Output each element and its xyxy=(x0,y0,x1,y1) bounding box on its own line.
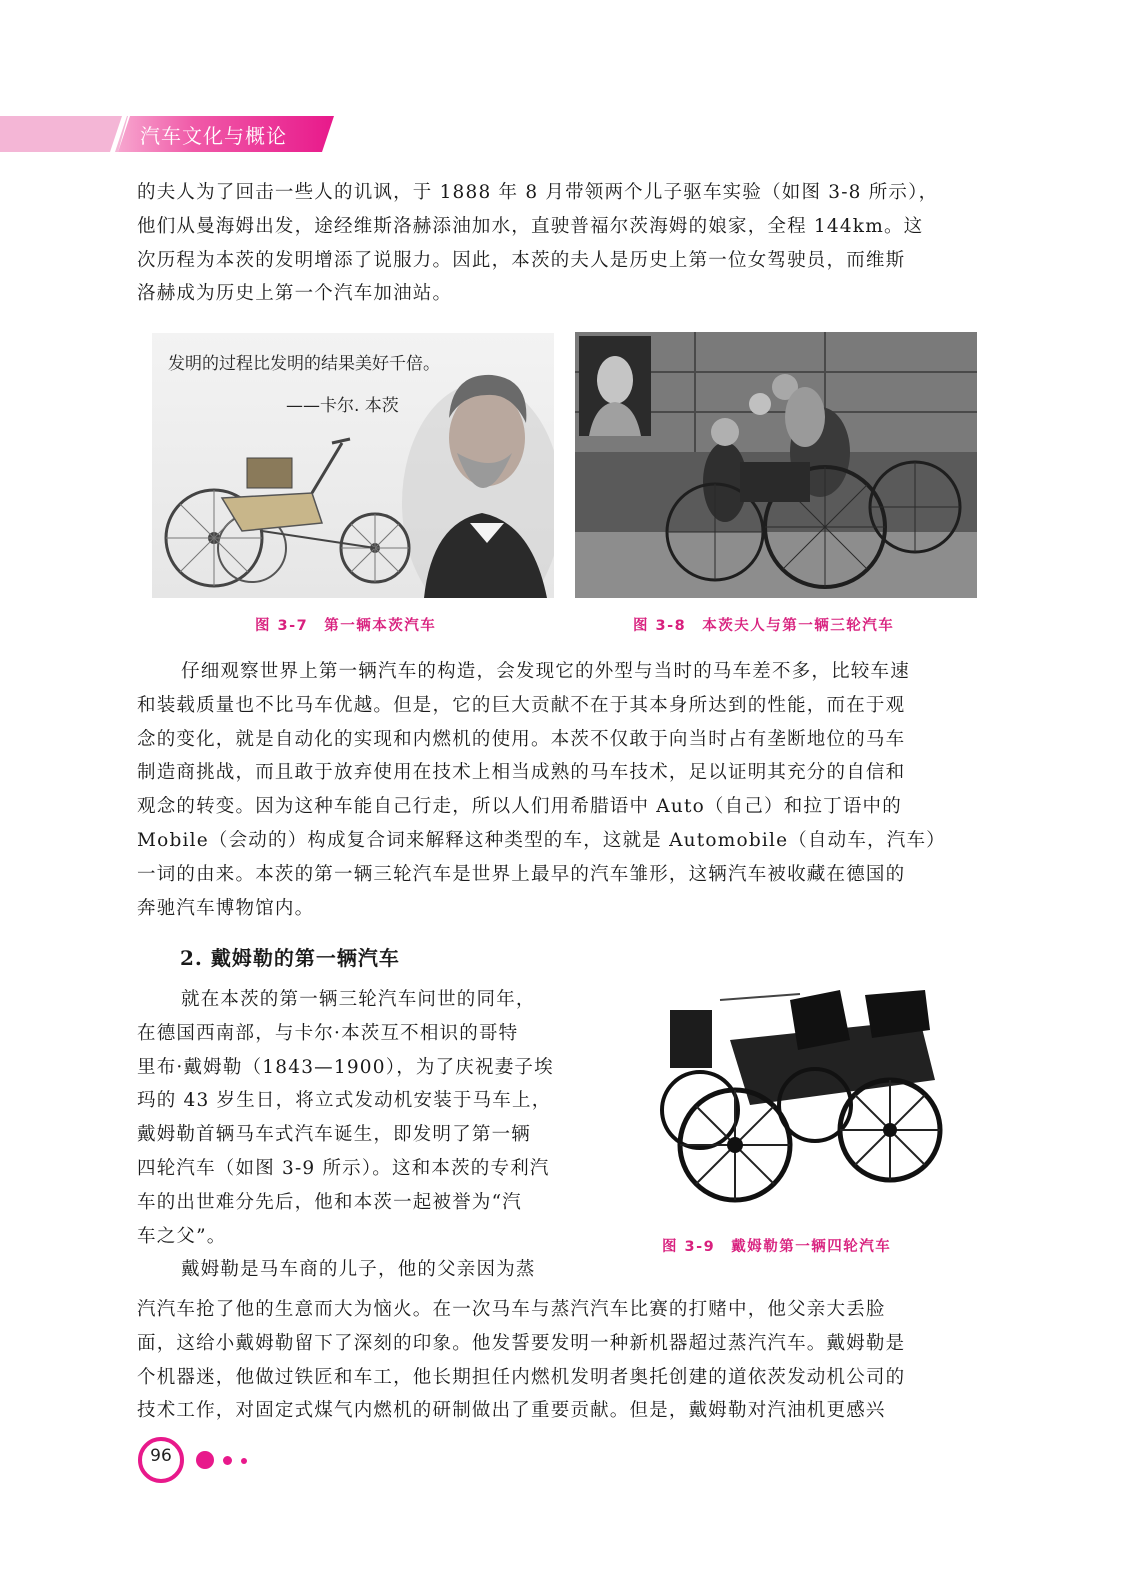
paragraph-line: 他们从曼海姆出发，途经维斯洛赫添油加水，直驶普福尔茨海姆的娘家，全程 144km。这 xyxy=(137,215,924,237)
paragraph-line: 就在本茨的第一辆三轮汽车问世的同年， xyxy=(181,989,536,1010)
figure-quote-attribution: ——卡尔. 本茨 xyxy=(286,396,399,416)
paragraph-line: 玛的 43 岁生日，将立式发动机安装于马车上， xyxy=(137,1090,552,1112)
paragraph-line: 技术工作，对固定式煤气内燃机的研制做出了重要贡献。但是，戴姆勒对汽油机更感兴 xyxy=(137,1400,886,1422)
header-banner xyxy=(0,116,340,152)
benz-wife-photo xyxy=(575,332,977,598)
paragraph-line: 观念的转变。因为这种车能自己行走，所以人们用希腊语中 Auto（自己）和拉丁语中的 xyxy=(137,796,902,818)
paragraph-line: 制造商挑战，而且敢于放弃使用在技术上相当成熟的马车技术，足以证明其充分的自信和 xyxy=(137,762,906,784)
paragraph-line: 车之父”。 xyxy=(137,1225,227,1247)
benz-car-illustration xyxy=(152,333,554,598)
paragraph-line: 仔细观察世界上第一辆汽车的构造，会发现它的外型与当时的马车差不多，比较车速 xyxy=(181,661,910,682)
paragraph-line: 四轮汽车（如图 3-9 所示）。这和本茨的专利汽 xyxy=(137,1157,550,1179)
section-heading: 2. 戴姆勒的第一辆汽车 xyxy=(180,946,400,970)
paragraph-4 xyxy=(137,1293,993,1428)
paragraph-line: 里布·戴姆勒（1843—1900），为了庆祝妻子埃 xyxy=(137,1056,554,1078)
paragraph-line: 的夫人为了回击一些人的讥讽，于 1888 年 8 月带领两个儿子驱车实验（如图 3-8 所示）， xyxy=(137,182,939,203)
paragraph-1 xyxy=(137,176,993,311)
paragraph-line: 和装载质量也不比马车优越。但是，它的巨大贡献不在于其本身所达到的性能，而在于观 xyxy=(137,694,906,716)
figure-3-7-image xyxy=(152,333,554,598)
figure-3-9-image xyxy=(640,960,972,1210)
paragraph-line: 汽汽车抢了他的生意而大为恼火。在一次马车与蒸汽汽车比赛的打赌中，他父亲大丢脸 xyxy=(137,1299,886,1320)
page-number: 96 xyxy=(150,1446,172,1466)
paragraph-line: 洛赫成为历史上第一个汽车加油站。 xyxy=(137,283,453,305)
paragraph-3 xyxy=(137,983,577,1287)
footer-dot-small xyxy=(241,1458,247,1464)
footer-dot-medium xyxy=(223,1456,232,1465)
paragraph-line: 戴姆勒是马车商的儿子，他的父亲因为蒸 xyxy=(181,1259,536,1281)
figure-3-7-caption: 图 3-7 第一辆本茨汽车 xyxy=(255,618,437,634)
paragraph-line: 一词的由来。本茨的第一辆三轮汽车是世界上最早的汽车雏形，这辆汽车被收藏在德国的 xyxy=(137,863,906,885)
daimler-car-illustration xyxy=(640,960,972,1210)
figure-3-9-caption: 图 3-9 戴姆勒第一辆四轮汽车 xyxy=(662,1239,892,1255)
footer-dot-large xyxy=(196,1451,214,1469)
paragraph-line: 奔驰汽车博物馆内。 xyxy=(137,897,315,919)
paragraph-line: 在德国西南部，与卡尔·本茨互不相识的哥特 xyxy=(137,1022,519,1044)
paragraph-line: 车的出世难分先后，他和本茨一起被誉为“汽 xyxy=(137,1191,522,1213)
paragraph-line: 个机器迷，他做过铁匠和车工，他长期担任内燃机发明者奥托创建的道依茨发动机公司的 xyxy=(137,1366,906,1388)
figure-3-8-caption: 图 3-8 本茨夫人与第一辆三轮汽车 xyxy=(633,618,895,634)
paragraph-line: 次历程为本茨的发明增添了说服力。因此，本茨的夫人是历史上第一位女驾驶员，而维斯 xyxy=(137,249,906,271)
paragraph-line: Mobile（会动的）构成复合词来解释这种类型的车，这就是 Automobile（自动车，汽车） xyxy=(137,829,946,851)
paragraph-line: 戴姆勒首辆马车式汽车诞生，即发明了第一辆 xyxy=(137,1124,532,1146)
paragraph-line: 念的变化，就是自动化的实现和内燃机的使用。本茨不仅敢于向当时占有垄断地位的马车 xyxy=(137,728,906,750)
paragraph-line: 面，这给小戴姆勒留下了深刻的印象。他发誓要发明一种新机器超过蒸汽汽车。戴姆勒是 xyxy=(137,1332,906,1354)
figure-quote: 发明的过程比发明的结果美好千倍。 xyxy=(168,354,440,374)
header-title: 汽车文化与概论 xyxy=(140,124,287,148)
figure-3-8-image xyxy=(575,332,977,598)
paragraph-2 xyxy=(137,655,993,925)
